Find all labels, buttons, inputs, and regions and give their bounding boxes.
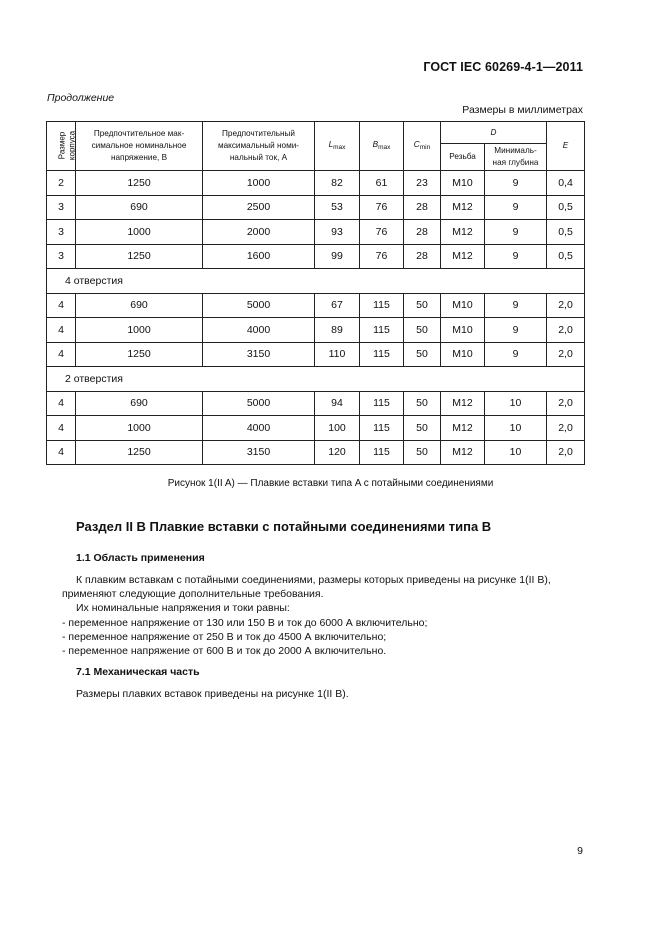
- table-cell: 28: [404, 220, 441, 245]
- table-cell: 50: [404, 416, 441, 441]
- table-cell: 115: [360, 293, 404, 318]
- table-row: [47, 440, 585, 465]
- table-cell: M12: [441, 220, 485, 245]
- table-cell: 115: [360, 318, 404, 343]
- table-cell: 9: [485, 244, 547, 269]
- table-row: [47, 244, 585, 269]
- table-body: [47, 171, 585, 465]
- table-cell: 9: [485, 293, 547, 318]
- table-cell: M10: [441, 342, 485, 367]
- table-cell: 50: [404, 342, 441, 367]
- table-cell: 0,5: [547, 220, 585, 245]
- dimensions-table: [46, 121, 585, 465]
- table-cell: 50: [404, 440, 441, 465]
- table-cell: M12: [441, 391, 485, 416]
- table-cell: 1000: [76, 220, 203, 245]
- document-id: ГОСТ IEC 60269-4-1—2011: [423, 60, 583, 74]
- bullet-item: - переменное напряжение от 130 или 150 В и ток до 6000 А включительно;: [62, 616, 428, 629]
- group-row: [47, 269, 585, 294]
- header-current-label: Предпочтительный максимальный номи-нальный ток, А: [217, 129, 299, 162]
- table-cell: 4000: [203, 318, 315, 343]
- continuation-note: Продолжение: [47, 92, 115, 104]
- table-cell: 4: [47, 342, 76, 367]
- table-cell: 120: [315, 440, 360, 465]
- table-cell: 2000: [203, 220, 315, 245]
- header-b-symbol: B: [372, 139, 379, 149]
- table-cell: 4: [47, 293, 76, 318]
- header-c-symbol: C: [413, 139, 420, 149]
- table-row: [47, 318, 585, 343]
- table-cell: M12: [441, 416, 485, 441]
- mechanical-text: Размеры плавких вставок приведены на рисунке 1(II B).: [76, 688, 349, 700]
- scope-paragraph-1: К плавким вставкам с потайными соединениями, размеры которых приведены на рисунке 1(II B), применяют следующие дополнительные требования.: [62, 574, 551, 601]
- table-cell: 0,5: [547, 244, 585, 269]
- group-label: 2 отверстия: [47, 367, 585, 392]
- table-cell: 1250: [76, 244, 203, 269]
- header-voltage-label: Предпочтительное мак-симальное номинальное напряжение, В: [91, 129, 187, 162]
- table-cell: M10: [441, 171, 485, 196]
- table-cell: 100: [315, 416, 360, 441]
- table-cell: 50: [404, 293, 441, 318]
- table-cell: 4: [47, 416, 76, 441]
- table-cell: 76: [360, 220, 404, 245]
- table-row: [47, 171, 585, 196]
- table-cell: 3150: [203, 440, 315, 465]
- table-cell: 50: [404, 391, 441, 416]
- table-cell: 1250: [76, 342, 203, 367]
- header-voltage: [76, 122, 203, 171]
- table-cell: 9: [485, 318, 547, 343]
- figure-caption: Рисунок 1(II A) — Плавкие вставки типа A с потайными соединениями: [167, 478, 494, 489]
- table-cell: 50: [404, 318, 441, 343]
- table-cell: 82: [315, 171, 360, 196]
- table-cell: M10: [441, 293, 485, 318]
- table-cell: 10: [485, 416, 547, 441]
- table-cell: 115: [360, 416, 404, 441]
- table-cell: 2,0: [547, 391, 585, 416]
- table-row: [47, 293, 585, 318]
- header-l-symbol: L: [328, 139, 334, 149]
- table-row: [47, 342, 585, 367]
- table-cell: 28: [404, 195, 441, 220]
- table-cell: 2,0: [547, 318, 585, 343]
- header-l-max: [315, 122, 360, 171]
- header-size: [47, 122, 76, 171]
- table-cell: 9: [485, 171, 547, 196]
- table-cell: 4: [47, 318, 76, 343]
- mechanical-heading: 7.1 Механическая часть: [76, 666, 200, 678]
- table-cell: 115: [360, 342, 404, 367]
- table-cell: 1600: [203, 244, 315, 269]
- table-cell: 10: [485, 440, 547, 465]
- table-row: [47, 391, 585, 416]
- bullet-item: - переменное напряжение от 600 В и ток до 2000 А включительно.: [62, 645, 387, 658]
- header-l-sub: max: [333, 143, 346, 151]
- header-thread: [441, 144, 485, 171]
- table-row: [47, 195, 585, 220]
- table-cell: 2500: [203, 195, 315, 220]
- scope-body: [62, 573, 592, 658]
- table-cell: 1250: [76, 171, 203, 196]
- table-cell: 53: [315, 195, 360, 220]
- table-cell: 4: [47, 391, 76, 416]
- group-row: [47, 367, 585, 392]
- table-row: [47, 416, 585, 441]
- table-cell: 3: [47, 244, 76, 269]
- header-c-min: [404, 122, 441, 171]
- table-cell: 3150: [203, 342, 315, 367]
- table-cell: M10: [441, 318, 485, 343]
- table-cell: 690: [76, 293, 203, 318]
- bullet-item: - переменное напряжение от 250 В и ток до 4500 А включительно;: [62, 630, 387, 643]
- units-note: Размеры в миллиметрах: [462, 104, 583, 116]
- table-cell: 76: [360, 244, 404, 269]
- header-e-label: E: [562, 141, 569, 150]
- table-cell: 3: [47, 195, 76, 220]
- table-cell: 93: [315, 220, 360, 245]
- header-b-max: [360, 122, 404, 171]
- table-cell: 61: [360, 171, 404, 196]
- header-e: [547, 122, 585, 171]
- table-cell: 9: [485, 220, 547, 245]
- table-cell: 2,0: [547, 440, 585, 465]
- table-cell: M12: [441, 244, 485, 269]
- scope-heading: 1.1 Область применения: [76, 552, 205, 564]
- table-cell: 1000: [203, 171, 315, 196]
- table-cell: 23: [404, 171, 441, 196]
- table-cell: 5000: [203, 293, 315, 318]
- table-cell: 9: [485, 342, 547, 367]
- table-cell: 2: [47, 171, 76, 196]
- table-cell: M12: [441, 440, 485, 465]
- table-cell: 99: [315, 244, 360, 269]
- header-depth: [485, 144, 547, 171]
- table-cell: 4: [47, 440, 76, 465]
- header-current: [203, 122, 315, 171]
- table-cell: 0,5: [547, 195, 585, 220]
- header-b-sub: max: [378, 143, 391, 151]
- table-cell: 76: [360, 195, 404, 220]
- table-row: [47, 220, 585, 245]
- table-cell: 2,0: [547, 342, 585, 367]
- table-cell: 94: [315, 391, 360, 416]
- header-d-label: D: [490, 127, 497, 137]
- table-cell: 1000: [76, 416, 203, 441]
- header-size-label: Размер корпуса: [57, 130, 76, 160]
- table-cell: 115: [360, 440, 404, 465]
- header-depth-label: Минималь-ная глубина: [492, 146, 539, 167]
- header-d: [441, 122, 547, 144]
- table-cell: 0,4: [547, 171, 585, 196]
- scope-paragraph-2: Их номинальные напряжения и токи равны:: [76, 602, 290, 615]
- table-cell: 2,0: [547, 416, 585, 441]
- page-number: 9: [577, 845, 583, 857]
- table-cell: 89: [315, 318, 360, 343]
- table-cell: 1250: [76, 440, 203, 465]
- table-cell: 690: [76, 391, 203, 416]
- table-cell: 10: [485, 391, 547, 416]
- group-label: 4 отверстия: [47, 269, 585, 294]
- table-cell: 2,0: [547, 293, 585, 318]
- header-c-sub: min: [419, 143, 431, 151]
- table-cell: 690: [76, 195, 203, 220]
- table-cell: 115: [360, 391, 404, 416]
- table-cell: M12: [441, 195, 485, 220]
- header-thread-label: Резьба: [449, 152, 476, 161]
- table-cell: 9: [485, 195, 547, 220]
- table-cell: 4000: [203, 416, 315, 441]
- table-cell: 1000: [76, 318, 203, 343]
- section-title: Раздел II B Плавкие вставки с потайными соединениями типа B: [76, 519, 492, 534]
- table-cell: 110: [315, 342, 360, 367]
- table-cell: 3: [47, 220, 76, 245]
- table-cell: 28: [404, 244, 441, 269]
- table-cell: 5000: [203, 391, 315, 416]
- table-cell: 67: [315, 293, 360, 318]
